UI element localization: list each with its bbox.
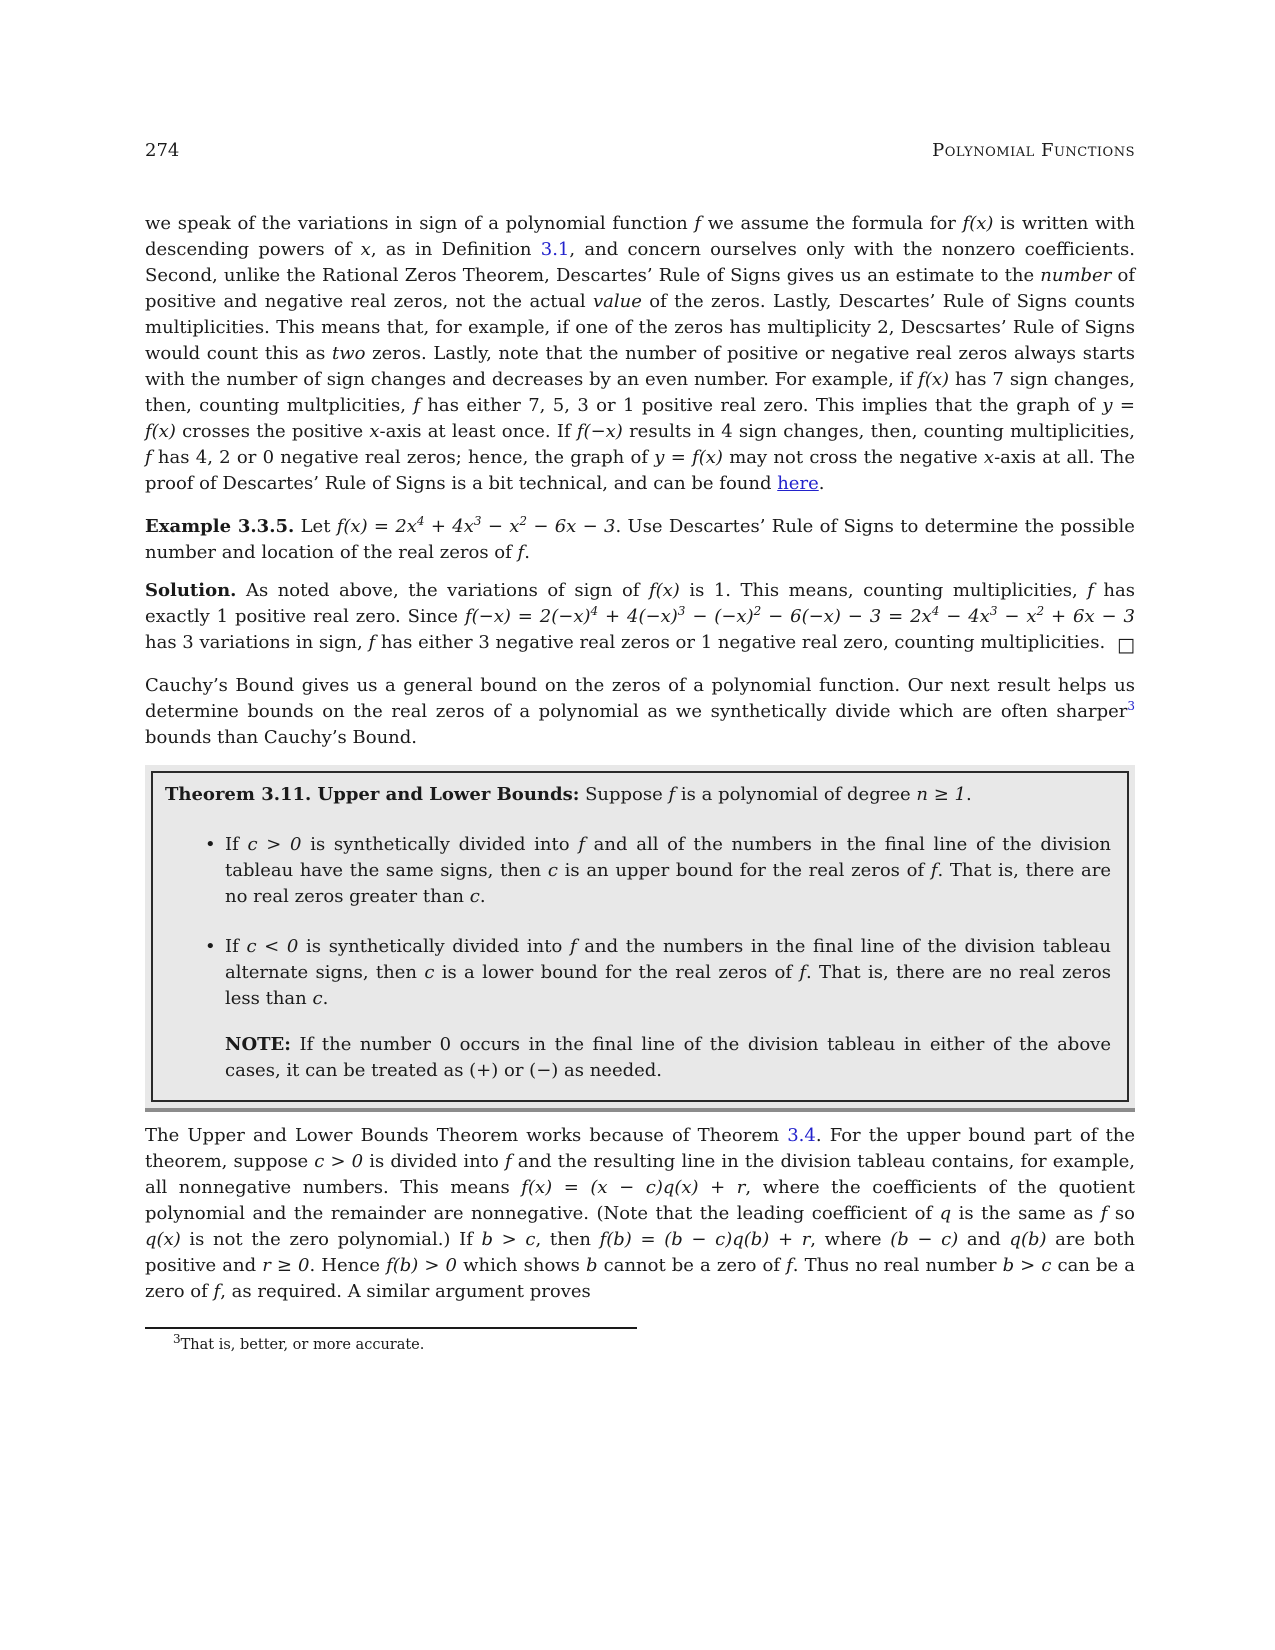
text-run: f — [569, 936, 577, 957]
solution-text — [145, 580, 1135, 656]
running-header — [145, 140, 1135, 161]
text-run: are both positive and — [145, 1229, 1135, 1276]
text-run: has 7 sign changes, then, counting multplicities, — [145, 369, 1135, 416]
text-run: f(b) > 0 — [386, 1255, 458, 1276]
text-run: is the same as — [951, 1203, 1101, 1224]
text-run: If — [225, 936, 247, 957]
text-run: is synthetically divided into — [301, 834, 579, 855]
text-run: . — [322, 988, 329, 1009]
text-run: − (−x) — [685, 606, 754, 627]
text-run: has 4, 2 or 0 negative real zeros; hence, the graph of — [151, 447, 655, 468]
text-run: x — [983, 447, 995, 468]
text-run: has either 3 negative real zeros or 1 negative real zero, counting multiplicities. — [375, 632, 1106, 653]
text-run: x — [360, 239, 371, 260]
text-run: f(x) = 2x — [336, 516, 417, 537]
text-run: q(b) — [1009, 1229, 1047, 1250]
text-run: has either 7, 5, 3 or 1 positive real zero. This implies that the graph of — [419, 395, 1103, 416]
text-run: 3 — [989, 604, 998, 618]
text-run: . — [524, 542, 530, 563]
text-run: c — [469, 886, 480, 907]
text-run: f(x) = (x − c)q(x) + r — [521, 1177, 746, 1198]
footnote-block — [145, 1327, 1135, 1355]
text-run: If — [225, 834, 248, 855]
text-run: we assume the formula for — [701, 213, 963, 234]
text-run: and all of the numbers in the final line of the division tableau have the same signs, then — [225, 834, 1112, 881]
running-header-title: Polynomial Functions — [932, 140, 1135, 161]
text-run: is synthetically divided into — [298, 936, 570, 957]
text-run: which shows — [457, 1255, 587, 1276]
text-run: f — [413, 395, 420, 416]
text-run: f — [1100, 1203, 1108, 1224]
text-run: f(x) — [648, 580, 680, 601]
text-run: Cauchy’s Bound gives us a general bound on the zeros of a polynomial function. Our next result helps us determine bounds on the real zeros of a polynomial as we synthetically divide which are often sharper — [145, 675, 1135, 722]
text-run: − x — [997, 606, 1037, 627]
text-run: r ≥ 0 — [262, 1255, 310, 1276]
text-run: . Thus no real number — [792, 1255, 1003, 1276]
text-run: f — [799, 962, 807, 983]
text-run: two — [332, 343, 366, 364]
page-number: 274 — [145, 140, 180, 161]
text-run: number — [1040, 265, 1112, 286]
text-run: 2 — [753, 604, 762, 618]
qed-symbol: □ — [1117, 634, 1135, 656]
text-run: 4 — [931, 604, 940, 618]
text-run: 4 — [590, 604, 599, 618]
cauchy-bound-paragraph — [145, 673, 1135, 751]
example-paragraph — [145, 514, 1135, 566]
theorem-title — [165, 782, 1115, 808]
text-run: 2 — [519, 514, 528, 528]
text-run: f(−x) = 2(−x) — [464, 606, 591, 627]
text-run: f — [504, 1151, 512, 1172]
text-run: f(−x) — [576, 421, 623, 442]
text-run: 2 — [1036, 604, 1045, 618]
text-run: c — [312, 988, 323, 1009]
text-run: f — [668, 784, 676, 805]
text-run: is not the zero polynomial.) If — [180, 1229, 482, 1250]
text-run: of the zeros. Lastly, Descartes’ Rule of Signs counts multiplicities. This means that, for example, if one of the zeros has multiplicity 2, Descsartes’ Rule of Signs would count this as — [145, 291, 1135, 364]
text-run: As noted above, the variations of sign of — [236, 580, 649, 601]
text-run: y = f(x) — [145, 395, 1136, 442]
text-run: + 6x − 3 — [1044, 606, 1135, 627]
text-run: x — [369, 421, 380, 442]
text-run: c — [547, 860, 558, 881]
text-run: , then — [535, 1229, 600, 1250]
text-run: , where — [810, 1229, 891, 1250]
text-run: cannot be a zero of — [597, 1255, 787, 1276]
text-run: Let — [294, 516, 337, 537]
text-run: zeros. Lastly, note that the number of positive or negative real zeros always starts with the number of sign changes and decreases by an even number. For example, if — [145, 343, 1135, 390]
text-run: . Use Descartes’ Rule of Signs to determine the possible number and location of the real zeros of — [145, 516, 1135, 563]
text-run: (b − c) — [890, 1229, 959, 1250]
text-run: q — [939, 1203, 952, 1224]
closing-paragraph — [145, 1123, 1135, 1305]
page-content — [145, 140, 1135, 1355]
text-run: − 6x − 3 — [527, 516, 616, 537]
text-run: f — [786, 1255, 793, 1276]
text-run: b — [586, 1255, 598, 1276]
text-run: of positive and negative real zeros, not the actual — [145, 265, 1135, 312]
text-run: 4 — [416, 514, 425, 528]
text-run: has exactly 1 positive real zero. Since — [145, 580, 1135, 627]
text-run: -axis at least once. If — [379, 421, 577, 442]
text-run: . For the upper bound part of the theorem, suppose — [145, 1125, 1135, 1172]
text-run: -axis at all. The proof of Descartes’ Rule of Signs is a bit technical, and can be found — [145, 447, 1135, 494]
text-run: Example 3.3.5. — [145, 516, 295, 537]
text-run: q(x) — [145, 1229, 181, 1250]
theorem-bullet-list — [203, 832, 1111, 1012]
text-run: . Hence — [309, 1255, 387, 1276]
text-run: . That is, there are no real zeros less than — [225, 962, 1111, 1009]
text-run: . That is, there are no real zeros greater than — [225, 860, 1111, 907]
text-run: we speak of the variations in sign of a polynomial function — [145, 213, 695, 234]
text-run: results in 4 sign changes, then, counting multiplicities, — [622, 421, 1135, 442]
text-run: may not cross the negative — [722, 447, 984, 468]
text-run: , and concern ourselves only with the nonzero coefficients. Second, unlike the Rational Zeros Theorem, Descartes’ Rule of Signs gives us an estimate to the — [145, 239, 1135, 286]
theorem-bullet-upper-bound — [203, 832, 1111, 910]
text-run: + 4(−x) — [598, 606, 678, 627]
theorem-box-panel — [145, 765, 1135, 1108]
text-run: and the numbers in the final line of the division tableau alternate signs, then — [225, 936, 1111, 983]
text-run: and — [958, 1229, 1010, 1250]
text-run: . — [818, 473, 825, 494]
intro-paragraph — [145, 211, 1135, 497]
text-run: f — [517, 542, 525, 563]
footnote-text: That is, better, or more accurate. — [180, 1337, 425, 1353]
text-run: . — [479, 886, 486, 907]
text-run: so — [1107, 1203, 1135, 1224]
text-run: f — [368, 632, 376, 653]
text-run: , where the coefficients of the quotient polynomial and the remainder are nonnegative. (Note that the leading coefficient of — [145, 1177, 1135, 1224]
definition-3-1-link[interactable]: 3.1 — [540, 239, 570, 260]
text-run: f(b) = (b − c)q(b) + r — [599, 1229, 811, 1250]
text-run: is a polynomial of degree — [675, 784, 917, 805]
text-run: c < 0 — [246, 936, 299, 957]
text-run: The Upper and Lower Bounds Theorem works because of Theorem — [145, 1125, 788, 1146]
text-run: f(x) — [918, 369, 950, 390]
text-run: f — [145, 447, 152, 468]
text-run: , as in Definition — [370, 239, 541, 260]
text-run: If the number 0 occurs in the final line of the division tableau in either of the above cases, it can be treated as (+) or (−) as needed. — [225, 1034, 1111, 1081]
text-run: can be a zero of — [145, 1255, 1135, 1302]
text-run: b > c — [481, 1229, 536, 1250]
text-run: Suppose — [579, 784, 669, 805]
text-run: c — [424, 962, 435, 983]
text-run: f(x) — [962, 213, 994, 234]
text-run: . — [965, 784, 972, 805]
theorem-note — [225, 1032, 1111, 1084]
solution-paragraph — [145, 578, 1135, 656]
text-run: 3 — [677, 604, 686, 618]
text-run: bounds than Cauchy’s Bound. — [145, 727, 418, 748]
text-run: f — [694, 213, 702, 234]
text-run: c > 0 — [247, 834, 302, 855]
text-run: is written with descending powers of — [145, 213, 1135, 260]
text-run: f — [1087, 580, 1094, 601]
text-run: and the resulting line in the division tableau contains, for example, all nonnegative numbers. This means — [145, 1151, 1135, 1198]
theorem-3-4-link[interactable]: 3.4 — [787, 1125, 816, 1146]
proof-here-link[interactable]: here — [777, 473, 819, 494]
text-run: NOTE: — [225, 1034, 291, 1055]
footnote-rule — [145, 1327, 637, 1329]
text-run: n ≥ 1 — [916, 784, 966, 805]
text-run: is divided into — [363, 1151, 505, 1172]
theorem-box — [151, 771, 1129, 1102]
text-run: is 1. This means, counting multiplicities, — [679, 580, 1088, 601]
text-run: is an upper bound for the real zeros of — [557, 860, 931, 881]
text-run: c > 0 — [314, 1151, 364, 1172]
theorem-bullet-lower-bound — [203, 934, 1111, 1012]
text-run: crosses the positive — [175, 421, 370, 442]
text-run: f — [213, 1281, 221, 1302]
text-run: Theorem 3.11. Upper and Lower Bounds: — [165, 784, 580, 805]
text-run: Solution. — [145, 580, 237, 601]
text-run: + 4x — [424, 516, 474, 537]
footnote — [145, 1332, 1135, 1355]
text-run: − 6(−x) − 3 = 2x — [761, 606, 932, 627]
text-run: f — [930, 860, 938, 881]
text-run: f — [578, 834, 585, 855]
text-run: 3 — [473, 514, 482, 528]
text-run: b > c — [1002, 1255, 1052, 1276]
footnote-marker: 3 — [173, 1332, 181, 1347]
footnote-3-link[interactable]: 3 — [1127, 699, 1135, 713]
text-run: − x — [481, 516, 520, 537]
text-run: has 3 variations in sign, — [145, 632, 369, 653]
text-run: value — [593, 291, 642, 312]
text-run: − 4x — [939, 606, 990, 627]
text-run: is a lower bound for the real zeros of — [434, 962, 800, 983]
text-run: y = f(x) — [654, 447, 723, 468]
text-run: , as required. A similar argument proves — [220, 1281, 591, 1302]
